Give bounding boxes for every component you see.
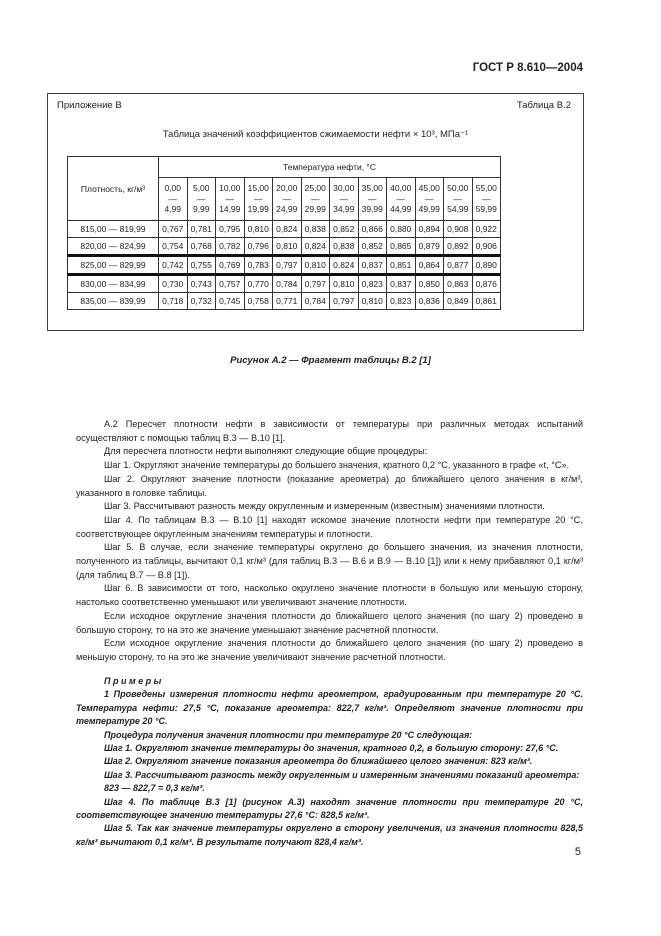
temperature-interval-cell <box>187 178 216 221</box>
density-range-cell: 830,00 — 834,99 <box>68 275 159 293</box>
value-cell: 0,824 <box>330 256 359 275</box>
value-cell: 0,770 <box>244 275 273 293</box>
value-cell: 0,890 <box>472 256 501 275</box>
value-cell: 0,849 <box>444 293 473 310</box>
examples-heading: П р и м е р ы <box>104 676 162 686</box>
temperature-interval-cell <box>472 178 501 221</box>
value-cell: 0,866 <box>358 221 387 238</box>
value-cell: 0,797 <box>273 256 302 275</box>
table-number: Таблица В.2 <box>516 100 571 111</box>
value-cell: 0,795 <box>216 221 245 238</box>
example-line: Шаг 4. По таблице В.3 [1] (рисунок А.3) находят значение плотности при температуре 20 °С, соответствующее значению температуры 27,6 °С: 828,5 кг/м³. <box>76 796 583 821</box>
interval-part: — <box>425 193 434 204</box>
compressibility-table <box>67 156 501 310</box>
temperature-interval-cell <box>387 178 416 221</box>
interval-part: — <box>368 193 377 204</box>
interval-part: — <box>197 193 206 204</box>
example-line: Шаг 5. Так как значение температуры округлено в сторону увеличения, из значения плотности 828,5 кг/м³ вычитают 0,1 кг/м³. В результате получают 828,4 кг/м³. <box>76 823 583 847</box>
value-cell: 0,836 <box>415 293 444 310</box>
temperature-interval-cell <box>358 178 387 221</box>
interval-part: 5,00 <box>192 183 210 194</box>
value-cell: 0,769 <box>216 256 245 275</box>
value-cell: 0,837 <box>358 256 387 275</box>
interval-part: 24,99 <box>276 204 298 215</box>
interval-part: — <box>339 193 348 204</box>
value-cell: 0,852 <box>358 238 387 256</box>
interval-part: 25,00 <box>304 183 326 194</box>
value-cell: 0,823 <box>358 275 387 293</box>
temperature-interval-cell <box>330 178 359 221</box>
interval-part: — <box>168 193 177 204</box>
row-header-cell: Плотность, кг/м³ <box>68 157 159 221</box>
interval-part: 15,00 <box>247 183 269 194</box>
paragraph: Шаг 4. По таблицам В.3 — В.10 [1] находят искомое значение плотности нефти при температуре 20 °С, соответствующее округленным значениям температуры и плотности. <box>76 514 583 539</box>
value-cell: 0,810 <box>273 238 302 256</box>
paragraph: Если исходное округление значения плотности до ближайшего целого значения (по шагу 2) проведено в большую сторону, то на это же значение уменьшают значение расчетной плотности. <box>76 610 583 635</box>
document-code: ГОСТ Р 8.610—2004 <box>472 62 583 74</box>
value-cell: 0,797 <box>301 275 330 293</box>
interval-part: 45,00 <box>418 183 440 194</box>
interval-part: 50,00 <box>447 183 469 194</box>
header-row <box>68 157 501 178</box>
table-row <box>68 256 501 275</box>
interval-part: — <box>311 193 320 204</box>
value-cell: 0,863 <box>444 275 473 293</box>
table-row <box>68 238 501 256</box>
value-cell: 0,757 <box>216 275 245 293</box>
interval-part: 44,99 <box>390 204 412 215</box>
value-cell: 0,810 <box>358 293 387 310</box>
interval-part: 20,00 <box>276 183 298 194</box>
interval-part: 4,99 <box>164 204 182 215</box>
interval-part: 0,00 <box>164 183 182 194</box>
table-row <box>68 275 501 293</box>
example-line: Шаг 2. Округляют значение показания ареометра до ближайшего целого значения: 823 кг/м³. <box>104 756 533 767</box>
example-line: 1 Проведены измерения плотности нефти ареометром, градуированным при температуре 20 °С. Температура нефти: 27,5 °С, показание ареометра: 822,7 кг/м³. Определяют значение плотности при температуре 20 °С. <box>76 689 583 727</box>
value-cell: 0,718 <box>159 293 188 310</box>
value-cell: 0,823 <box>387 293 416 310</box>
value-cell: 0,894 <box>415 221 444 238</box>
interval-part: 39,99 <box>361 204 383 215</box>
value-cell: 0,838 <box>301 221 330 238</box>
value-cell: 0,783 <box>244 256 273 275</box>
value-cell: 0,906 <box>472 238 501 256</box>
appendix-label: Приложение В <box>57 100 122 111</box>
interval-part: — <box>254 193 263 204</box>
value-cell: 0,784 <box>301 293 330 310</box>
paragraph: Шаг 3. Рассчитывают разность между округленным и измеренным (известным) значениями плотности. <box>104 501 545 512</box>
density-range-cell: 835,00 — 839,99 <box>68 293 159 310</box>
value-cell: 0,771 <box>273 293 302 310</box>
temperature-interval-cell <box>273 178 302 221</box>
interval-part: 29,99 <box>304 204 326 215</box>
interval-part: 14,99 <box>219 204 241 215</box>
example-line: Процедура получения значения плотности при температуре 20 °С следующая: <box>104 729 473 740</box>
paragraph: Для пересчета плотности нефти выполняют следующие общие процедуры: <box>104 446 428 457</box>
value-cell: 0,797 <box>330 293 359 310</box>
temperature-interval-cell <box>415 178 444 221</box>
value-cell: 0,810 <box>330 275 359 293</box>
table-caption: Таблица значений коэффициентов сжимаемости нефти × 10³, МПа⁻¹ <box>162 129 469 140</box>
page-number: 5 <box>574 846 581 858</box>
temperature-interval-cell <box>216 178 245 221</box>
examples-block <box>76 675 583 849</box>
paragraph: Шаг 1. Округляют значение температуры до большего значения, кратного 0,2 °С, указанного в графе «t, °С». <box>104 460 570 471</box>
value-cell: 0,850 <box>415 275 444 293</box>
interval-part: 35,00 <box>361 183 383 194</box>
interval-part: 19,99 <box>247 204 269 215</box>
value-cell: 0,758 <box>244 293 273 310</box>
interval-part: — <box>482 193 491 204</box>
value-cell: 0,745 <box>216 293 245 310</box>
value-cell: 0,838 <box>330 238 359 256</box>
value-cell: 0,810 <box>244 221 273 238</box>
value-cell: 0,879 <box>415 238 444 256</box>
value-cell: 0,743 <box>187 275 216 293</box>
example-line: 823 — 822,7 = 0,3 кг/м³. <box>104 783 205 794</box>
value-cell: 0,730 <box>159 275 188 293</box>
value-cell: 0,755 <box>187 256 216 275</box>
example-line: Шаг 3. Рассчитывают разность между округленным и измеренным значениями показаний ареометра: <box>104 769 580 780</box>
value-cell: 0,922 <box>472 221 501 238</box>
example-line: Шаг 1. Округляют значение температуры до значения, кратного 0,2, в большую сторону: 27,6 °С. <box>104 743 559 754</box>
value-cell: 0,852 <box>330 221 359 238</box>
temperature-header-cell: Температура нефти, °С <box>159 157 501 178</box>
temperature-interval-cell <box>244 178 273 221</box>
main-text <box>76 418 583 665</box>
interval-part: 9,99 <box>192 204 210 215</box>
temperature-interval-cell <box>444 178 473 221</box>
value-cell: 0,837 <box>387 275 416 293</box>
value-cell: 0,742 <box>159 256 188 275</box>
interval-part: — <box>453 193 462 204</box>
value-cell: 0,865 <box>387 238 416 256</box>
interval-part: — <box>396 193 405 204</box>
value-cell: 0,810 <box>301 256 330 275</box>
value-cell: 0,908 <box>444 221 473 238</box>
value-cell: 0,880 <box>387 221 416 238</box>
figure-caption: Рисунок А.2 — Фрагмент таблицы В.2 [1] <box>230 355 431 366</box>
paragraph: Если исходное округление значения плотности до ближайшего целого значения (по шагу 2) проведено в меньшую сторону, то на это же значение увеличивают значение расчетной плотности. <box>76 638 583 662</box>
value-cell: 0,824 <box>301 238 330 256</box>
interval-part: — <box>282 193 291 204</box>
value-cell: 0,861 <box>472 293 501 310</box>
table-row <box>68 221 501 238</box>
temperature-interval-cell <box>159 178 188 221</box>
table-row <box>68 293 501 310</box>
value-cell: 0,754 <box>159 238 188 256</box>
interval-part: 55,00 <box>475 183 497 194</box>
value-cell: 0,782 <box>216 238 245 256</box>
value-cell: 0,781 <box>187 221 216 238</box>
density-range-cell: 815,00 — 819,99 <box>68 221 159 238</box>
value-cell: 0,732 <box>187 293 216 310</box>
paragraph: Шаг 5. В случае, если значение температуры округлено до большего значения, из значения плотности, полученного из таблицы, вычитают 0,1 кг/м³ (для таблиц В.3 — В.6 и В.9 — В.10 [1]) или к нему прибавляют 0,1 кг/м³ (для таблиц В.7 — В.8 [1]). <box>76 542 583 580</box>
figure-frame <box>47 93 584 331</box>
paragraph: Шаг 6. В зависимости от того, насколько округлено значение плотности в большую или меньшую сторону, настолько соответственно уменьшают или увеличивают значение плотности. <box>76 583 583 608</box>
density-range-cell: 825,00 — 829,99 <box>68 256 159 275</box>
value-cell: 0,768 <box>187 238 216 256</box>
temperature-interval-cell <box>301 178 330 221</box>
interval-part: 34,99 <box>333 204 355 215</box>
value-cell: 0,877 <box>444 256 473 275</box>
value-cell: 0,892 <box>444 238 473 256</box>
density-range-cell: 820,00 — 824,99 <box>68 238 159 256</box>
value-cell: 0,864 <box>415 256 444 275</box>
value-cell: 0,851 <box>387 256 416 275</box>
value-cell: 0,824 <box>273 221 302 238</box>
value-cell: 0,876 <box>472 275 501 293</box>
interval-part: 49,99 <box>418 204 440 215</box>
interval-part: 40,00 <box>390 183 412 194</box>
interval-part: 54,99 <box>447 204 469 215</box>
interval-part: — <box>225 193 234 204</box>
interval-part: 10,00 <box>219 183 241 194</box>
paragraph: А.2 Пересчет плотности нефти в зависимости от температуры при различных методах испытаний осуществляют с помощью таблиц В.3 — В.10 [1]. <box>76 419 583 443</box>
value-cell: 0,784 <box>273 275 302 293</box>
paragraph: Шаг 2. Округляют значение плотности (показание ареометра) до ближайшего целого значения в кг/м³, указанного в головке таблицы. <box>76 473 583 498</box>
value-cell: 0,796 <box>244 238 273 256</box>
value-cell: 0,767 <box>159 221 188 238</box>
interval-part: 30,00 <box>333 183 355 194</box>
interval-part: 59,99 <box>475 204 497 215</box>
